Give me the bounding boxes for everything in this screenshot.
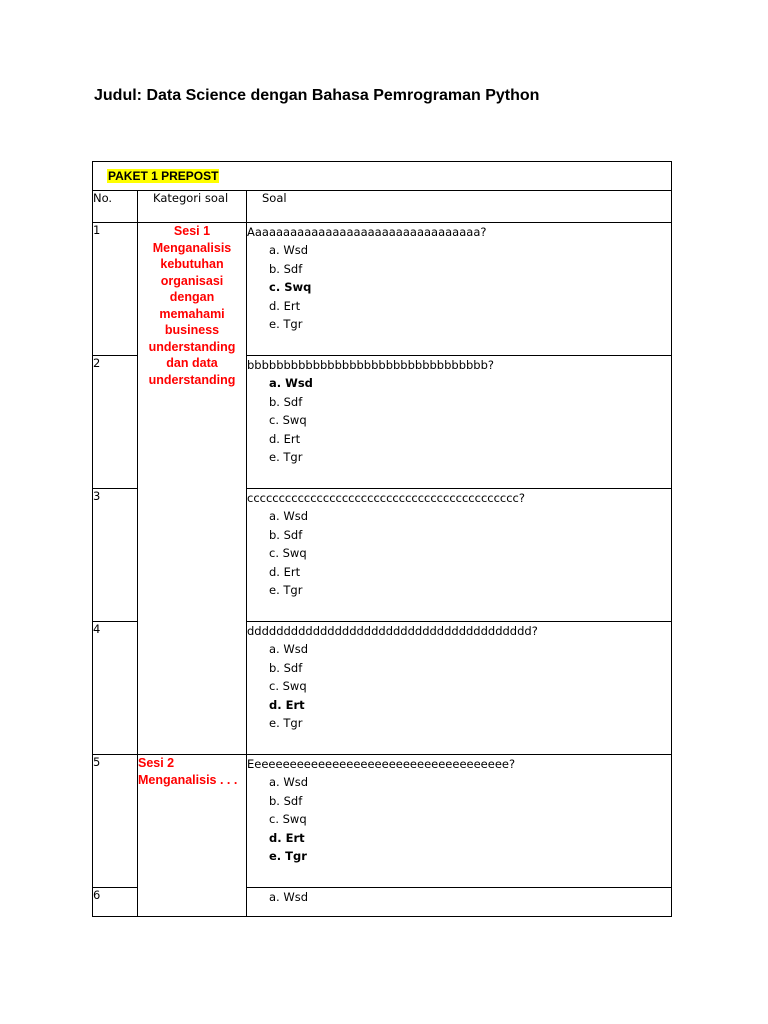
question-text: ccccccccccccccccccccccccccccccccccccccccccc?	[247, 491, 525, 505]
option-item: c. Swq	[269, 413, 307, 427]
option-item: e. Tgr	[269, 583, 303, 597]
option-list	[247, 507, 671, 600]
question-number: 3	[93, 489, 138, 622]
option-item: e. Tgr	[269, 716, 303, 730]
question-table	[92, 161, 672, 917]
option-item: c. Swq	[269, 812, 307, 826]
option-item: e. Tgr	[269, 849, 307, 863]
option-item: b. Sdf	[269, 793, 303, 808]
question-number: 4	[93, 622, 138, 755]
question-text: ddddddddddddddddddddddddddddddddddddddd?	[247, 624, 538, 638]
option-item: d. Ert	[269, 298, 301, 313]
table-row	[93, 755, 672, 888]
option-item: d. Ert	[269, 830, 305, 845]
question-cell	[247, 489, 672, 622]
option-item: e. Tgr	[269, 450, 303, 464]
option-item: c. Swq	[269, 679, 307, 693]
header-no: No.	[93, 191, 138, 223]
question-cell	[247, 888, 672, 917]
question-cell	[247, 223, 672, 356]
option-item: d. Ert	[269, 697, 305, 712]
option-item: b. Sdf	[269, 394, 303, 409]
question-number: 1	[93, 223, 138, 356]
question-text: Eeeeeeeeeeeeeeeeeeeeeeeeeeeeeeeeeeeee?	[247, 757, 516, 771]
category-sesi-1: Sesi 1 Menganalisis kebutuhan organisasi dengan memahami business understanding dan data understanding	[138, 223, 247, 755]
option-item: a. Wsd	[269, 642, 309, 656]
header-kategori: Kategori soal	[138, 191, 247, 223]
option-item: b. Sdf	[269, 527, 303, 542]
option-item: d. Ert	[269, 431, 301, 446]
question-number: 2	[93, 356, 138, 489]
question-text: Aaaaaaaaaaaaaaaaaaaaaaaaaaaaaaaaa?	[247, 225, 487, 239]
option-list	[247, 241, 671, 334]
question-cell	[247, 755, 672, 888]
table-row	[93, 223, 672, 356]
option-list	[247, 888, 671, 907]
question-text: bbbbbbbbbbbbbbbbbbbbbbbbbbbbbbbbb?	[247, 358, 494, 372]
option-item: a. Wsd	[269, 890, 309, 904]
option-list	[247, 640, 671, 733]
question-cell	[247, 356, 672, 489]
question-number: 6	[93, 888, 138, 917]
option-list	[247, 374, 671, 467]
option-item: a. Wsd	[269, 509, 309, 523]
document-title: Judul: Data Science dengan Bahasa Pemrograman Python	[94, 87, 540, 104]
option-item: d. Ert	[269, 564, 301, 579]
option-item: e. Tgr	[269, 317, 303, 331]
option-item: b. Sdf	[269, 261, 303, 276]
category-sesi-2: Sesi 2 Menganalisis . . .	[138, 755, 247, 917]
paket-label: PAKET 1 PREPOST	[108, 169, 219, 183]
option-item: a. Wsd	[269, 775, 309, 789]
option-item: c. Swq	[269, 546, 307, 560]
option-list	[247, 773, 671, 866]
option-item: a. Wsd	[269, 376, 313, 390]
option-item: a. Wsd	[269, 243, 309, 257]
header-row	[93, 191, 672, 223]
question-cell	[247, 622, 672, 755]
paket-row	[93, 162, 672, 191]
header-soal: Soal	[247, 191, 672, 223]
option-item: b. Sdf	[269, 660, 303, 675]
question-number: 5	[93, 755, 138, 888]
option-item: c. Swq	[269, 280, 312, 294]
